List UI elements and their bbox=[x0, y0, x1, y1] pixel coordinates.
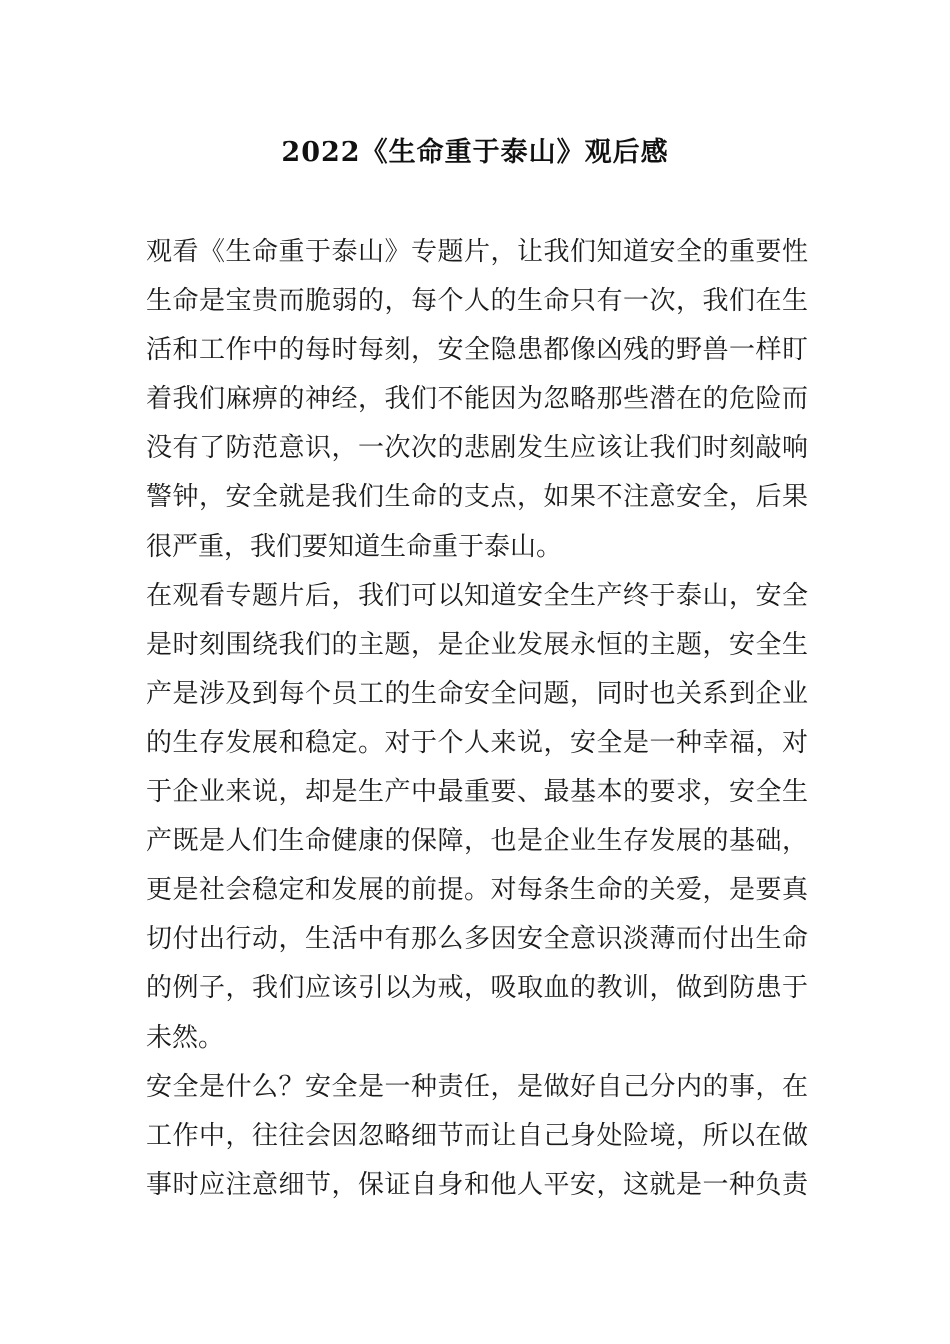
text-line: 在观看专题片后，我们可以知道安全生产终于泰山，安全 bbox=[146, 580, 808, 611]
text-line: 更是社会稳定和发展的前提。对每条生命的关爱，是要真 bbox=[146, 875, 808, 906]
text-line: 是时刻围绕我们的主题，是企业发展永恒的主题，安全生 bbox=[146, 629, 808, 660]
document-body bbox=[146, 228, 808, 1210]
text-line: 活和工作中的每时每刻，安全隐患都像凶残的野兽一样盯 bbox=[146, 335, 808, 366]
text-line: 很严重，我们要知道生命重于泰山。 bbox=[146, 531, 563, 562]
text-line: 生命是宝贵而脆弱的，每个人的生命只有一次，我们在生 bbox=[146, 286, 808, 317]
text-line: 于企业来说，却是生产中最重要、最基本的要求，安全生 bbox=[146, 777, 808, 808]
text-line: 产是涉及到每个员工的生命安全问题，同时也关系到企业 bbox=[146, 678, 808, 709]
text-line: 没有了防范意识，一次次的悲剧发生应该让我们时刻敲响 bbox=[146, 433, 808, 464]
text-line: 切付出行动，生活中有那么多因安全意识淡薄而付出生命 bbox=[146, 924, 808, 955]
text-line: 的生存发展和稳定。对于个人来说，安全是一种幸福，对 bbox=[146, 727, 808, 758]
document-title: 2022《生命重于泰山》观后感 bbox=[281, 137, 669, 168]
text-line: 未然。 bbox=[146, 1022, 225, 1053]
text-line: 安全是什么？安全是一种责任，是做好自己分内的事，在 bbox=[146, 1071, 808, 1102]
text-line: 产既是人们生命健康的保障，也是企业生存发展的基础， bbox=[146, 826, 808, 857]
text-line: 着我们麻痹的神经，我们不能因为忽略那些潜在的危险而 bbox=[146, 384, 808, 415]
text-line: 警钟，安全就是我们生命的支点，如果不注意安全，后果 bbox=[146, 482, 808, 513]
text-line: 的例子，我们应该引以为戒，吸取血的教训，做到防患于 bbox=[146, 973, 808, 1004]
text-line: 工作中，往往会因忽略细节而让自己身处险境，所以在做 bbox=[146, 1120, 808, 1151]
text-line: 事时应注意细节，保证自身和他人平安，这就是一种负责 bbox=[146, 1169, 808, 1200]
text-line: 观看《生命重于泰山》专题片，让我们知道安全的重要性 bbox=[146, 237, 808, 267]
